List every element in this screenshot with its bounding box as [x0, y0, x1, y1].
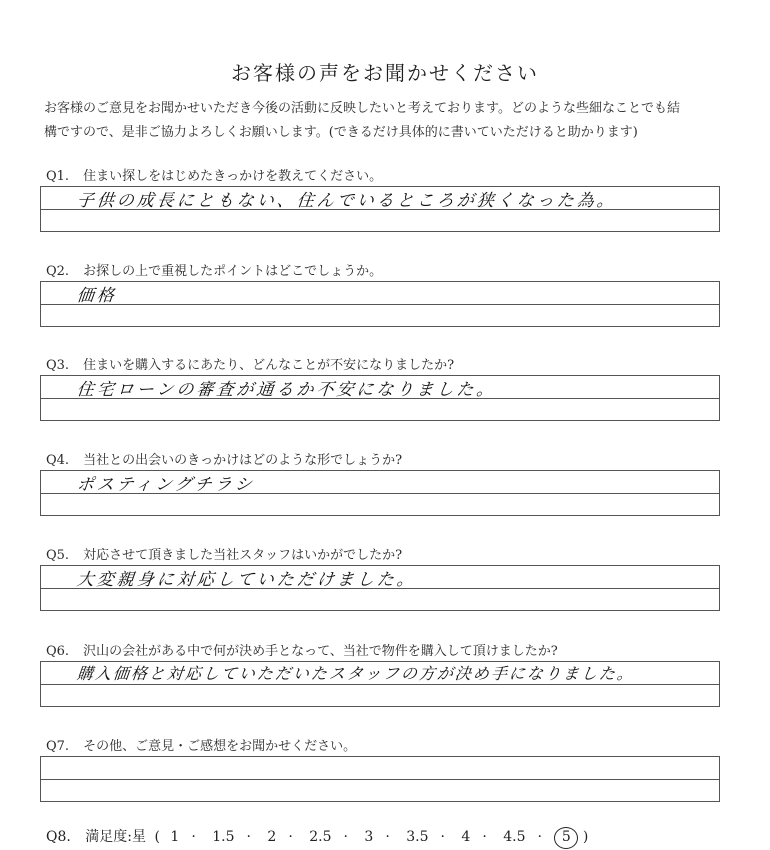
question-4-label [46, 449, 402, 468]
rating-option[interactable]: 3.5 [406, 829, 429, 845]
rating-option[interactable]: 1 [170, 829, 180, 845]
question-5-label [46, 544, 402, 563]
rating-option[interactable]: 2.5 [309, 829, 332, 845]
answer-line-divider [41, 779, 719, 780]
rating-option[interactable]: 3 [364, 829, 374, 845]
question-1-text: 住まい探しをはじめたきっかけを教えてください。 [83, 169, 383, 184]
question-3-answer-box[interactable] [40, 375, 720, 421]
question-1-label [46, 165, 382, 184]
question-7-text: その他、ご意見・ご感想をお聞かせください。 [83, 739, 357, 754]
question-3-text: 住まいを購入するにあたり、どんなことが不安になりましたか? [83, 358, 455, 373]
question-6-label [46, 640, 558, 659]
question-4-answer-box[interactable] [40, 470, 720, 516]
question-7-label [46, 735, 356, 754]
question-2-answer: 価格 [75, 286, 118, 306]
answer-line-divider [41, 684, 719, 685]
question-4-text: 当社との出会いのきっかけはどのような形でしょうか? [83, 453, 403, 468]
question-7-number: Q7. [46, 739, 70, 754]
rating-option-selected[interactable]: 5 [554, 827, 578, 849]
question-3-label [46, 354, 454, 373]
question-2-number: Q2. [46, 264, 70, 279]
rating-option[interactable]: 4.5 [503, 829, 526, 845]
question-1-answer-box[interactable] [40, 186, 720, 232]
question-4-number: Q4. [46, 453, 70, 468]
question-2-answer-box[interactable] [40, 281, 720, 327]
rating-option[interactable]: 4 [461, 829, 471, 845]
rating-option[interactable]: 2 [267, 829, 277, 845]
intro-line-2: 構ですので、是非ご協力よろしくお願いします。(できるだけ具体的に書いていただけると助かります) [44, 125, 638, 140]
intro-line-1: お客様のご意見をお聞かせいただき今後の活動に反映したいと考えております。どのような些細なことでも結 [44, 101, 680, 116]
question-8-number: Q8. [46, 829, 71, 845]
rating-option[interactable]: 1.5 [212, 829, 235, 845]
question-6-answer: 購入価格と対応していただいたスタッフの方が決め手になりました。 [75, 664, 636, 683]
question-6-number: Q6. [46, 644, 70, 659]
question-4-answer: ポスティングチラシ [75, 475, 256, 495]
question-6-text: 沢山の会社がある中で何が決め手となって、当社で物件を購入して頂けましたか? [83, 644, 558, 659]
question-7-answer-box[interactable] [40, 756, 720, 802]
question-6-answer-box[interactable] [40, 661, 720, 707]
question-8-rating: Q8. 満足度:星 ( 1 · 1.5 · 2 · 2.5 · 3 · 3.5 · 4 · 4.5 · 5 ) [46, 826, 588, 849]
question-5-answer: 大変親身に対応していただけました。 [75, 570, 418, 590]
rating-close-paren: ) [582, 829, 589, 845]
rating-open-paren: ( [154, 829, 160, 845]
question-1-answer: 子供の成長にともない、住んでいるところが狭くなった為。 [75, 191, 618, 211]
question-3-number: Q3. [46, 358, 70, 373]
question-1-number: Q1. [46, 169, 70, 184]
question-5-text: 対応させて頂きました当社スタッフはいかがでしたか? [83, 548, 403, 563]
question-5-answer-box[interactable] [40, 565, 720, 611]
question-2-text: お探しの上で重視したポイントはどこでしょうか。 [83, 264, 383, 279]
rating-label: 満足度:星 [85, 829, 147, 845]
question-2-label [46, 260, 382, 279]
question-5-number: Q5. [46, 548, 70, 563]
question-3-answer: 住宅ローンの審査が通るか不安になりました。 [75, 380, 498, 400]
form-title: お客様の声をお聞かせください [231, 61, 539, 85]
answer-line-divider [41, 304, 719, 305]
